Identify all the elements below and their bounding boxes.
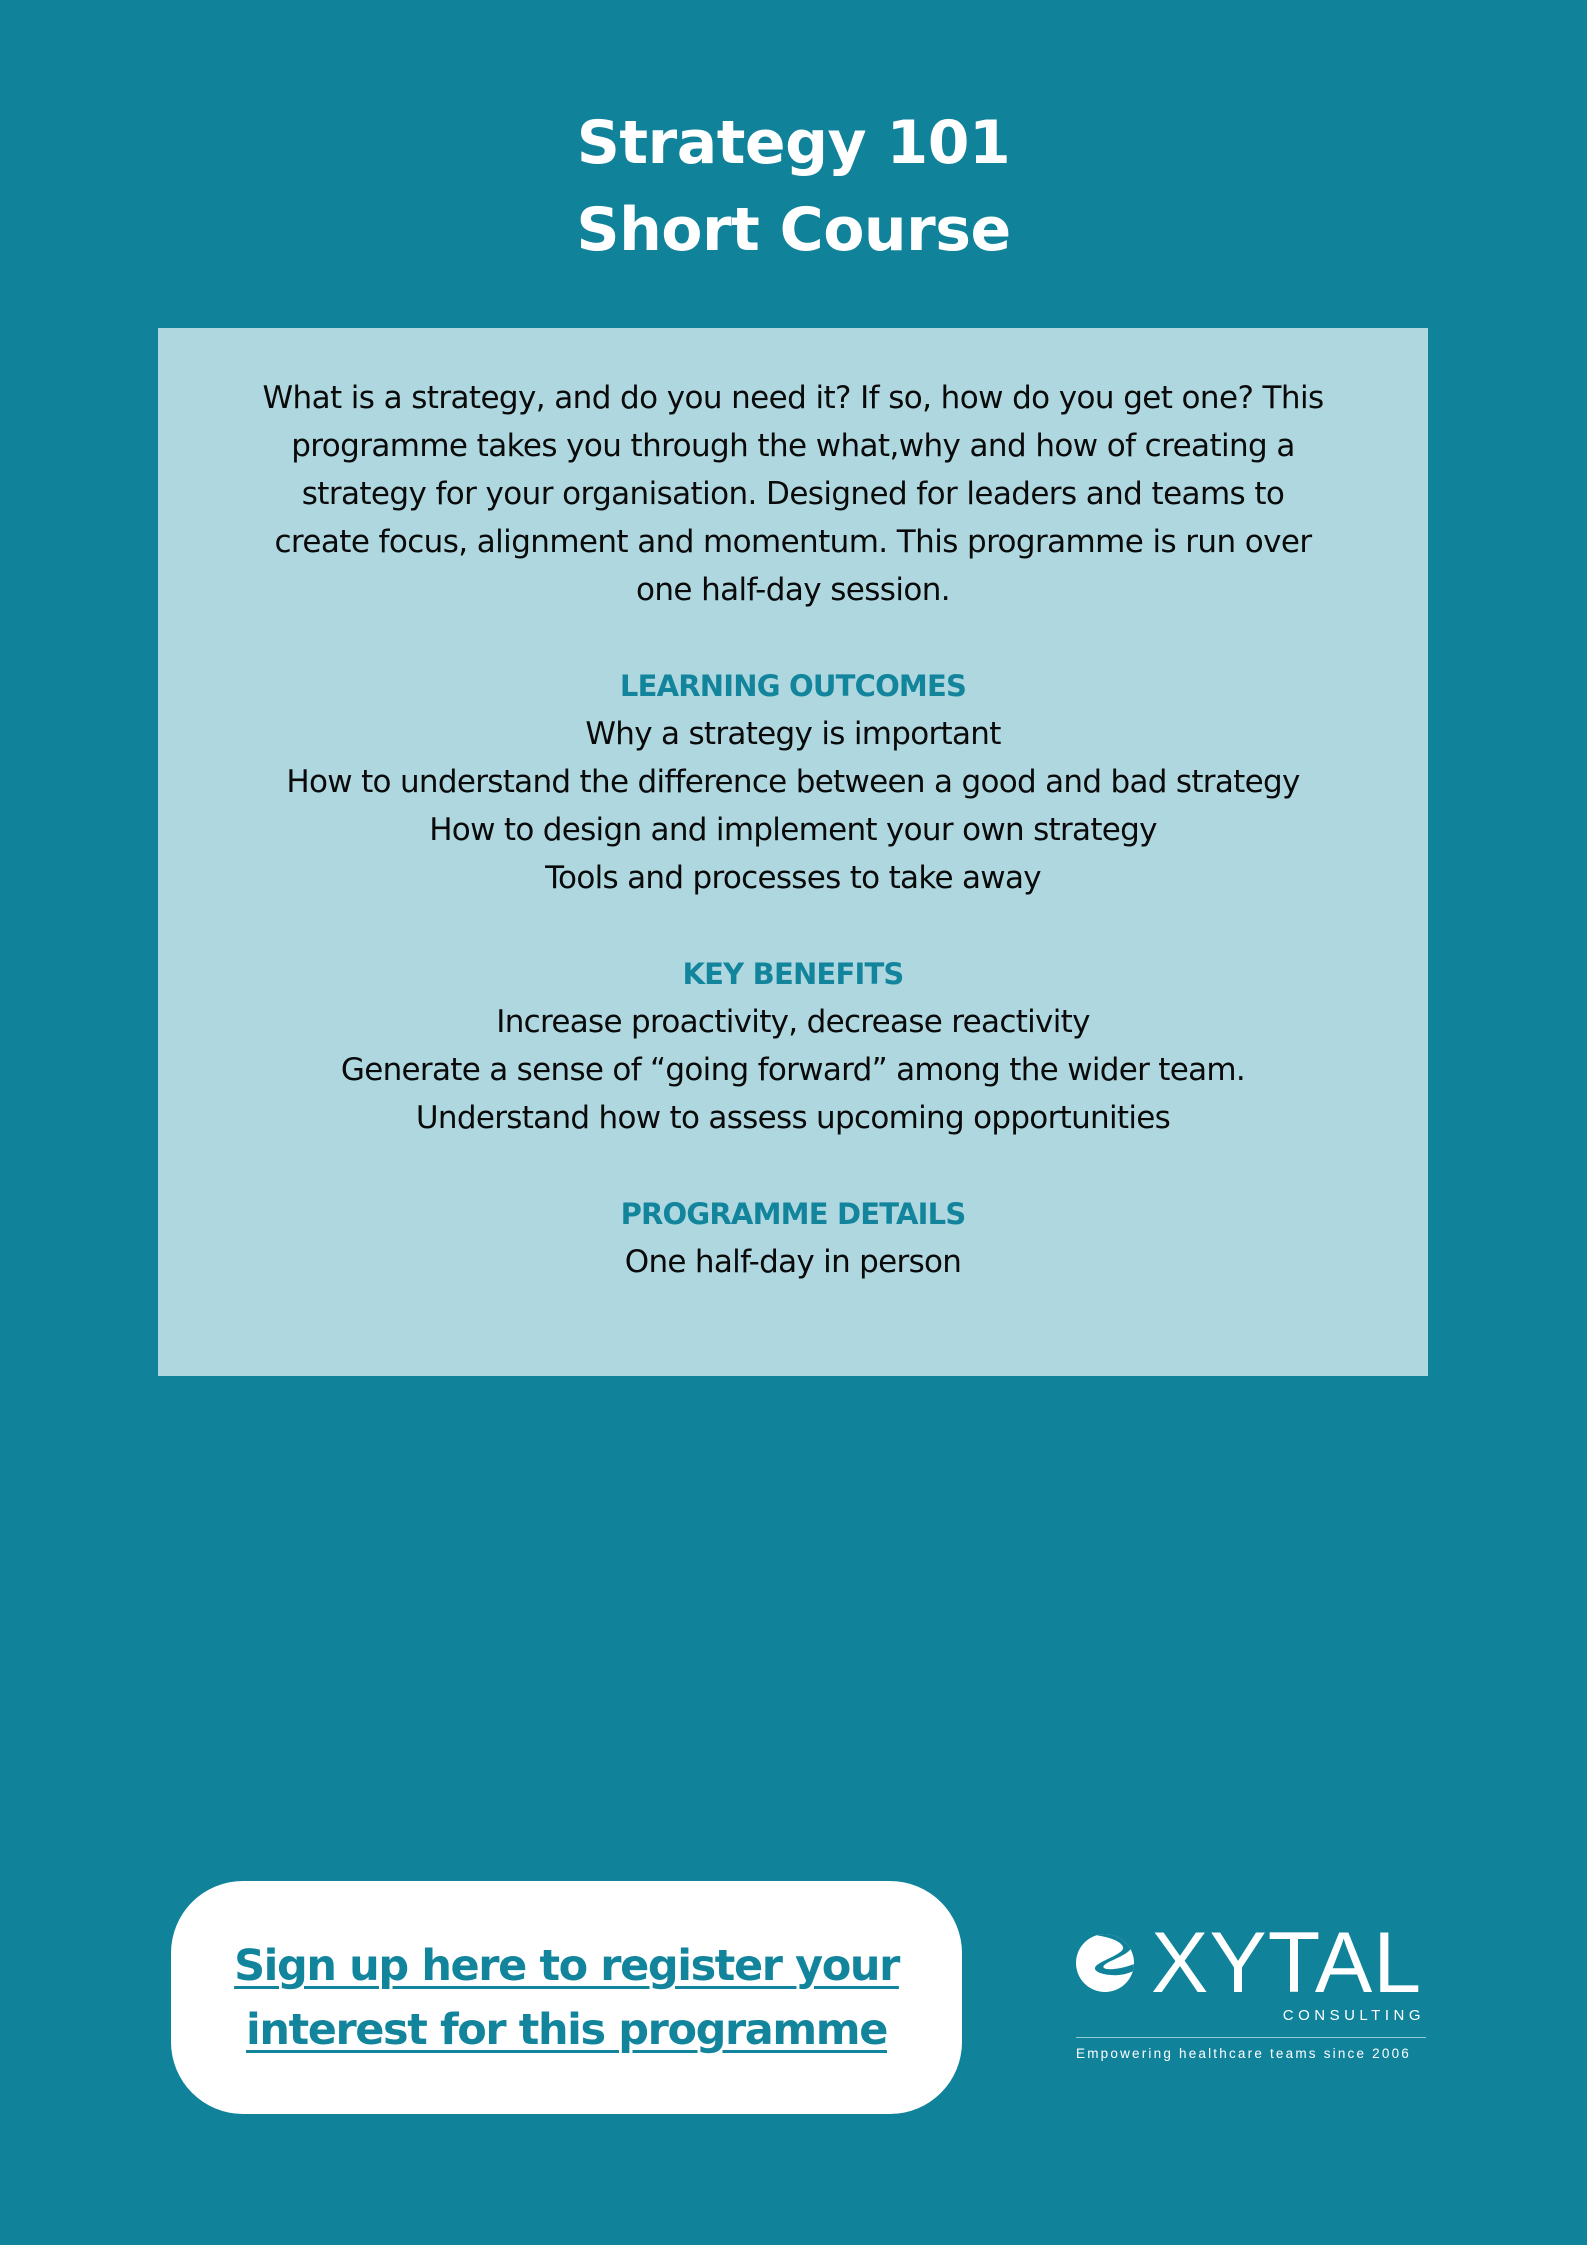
intro-line: What is a strategy, and do you need it? If so, how do you get one? This bbox=[262, 380, 1324, 416]
list-item: Why a strategy is important bbox=[585, 716, 1001, 752]
logo-subtitle: CONSULTING bbox=[1282, 2007, 1425, 2024]
signup-link-line-2[interactable]: interest for this programme bbox=[246, 2004, 887, 2055]
logo-tagline: Empowering healthcare teams since 2006 bbox=[1076, 2046, 1411, 2061]
intro-line: programme takes you through the what,why and how of creating a bbox=[291, 428, 1295, 464]
list-item: How to design and implement your own strategy bbox=[429, 812, 1157, 848]
list-item: Increase proactivity, decrease reactivity bbox=[496, 1004, 1090, 1040]
section-heading: KEY BENEFITS bbox=[682, 957, 904, 991]
list-item: How to understand the difference between a good and bad strategy bbox=[286, 764, 1300, 800]
title-line-2: Short Course bbox=[576, 195, 1011, 265]
title-line-1: Strategy 101 bbox=[576, 108, 1011, 178]
section-heading: PROGRAMME DETAILS bbox=[620, 1197, 966, 1231]
programme-details-section bbox=[158, 1190, 1428, 1286]
course-info-panel bbox=[158, 328, 1428, 1376]
key-benefits-section bbox=[158, 950, 1428, 1142]
intro-line: one half-day session. bbox=[635, 572, 951, 608]
intro-paragraph bbox=[223, 374, 1363, 614]
list-item: Generate a sense of “going forward” among the wider team. bbox=[340, 1052, 1246, 1088]
list-item: One half-day in person bbox=[624, 1244, 962, 1280]
learning-outcomes-section bbox=[158, 662, 1428, 902]
list-item: Understand how to assess upcoming opportunities bbox=[415, 1100, 1171, 1136]
section-heading: LEARNING OUTCOMES bbox=[619, 669, 967, 703]
intro-line: strategy for your organisation. Designed for leaders and teams to bbox=[301, 476, 1285, 512]
signup-link-line-1[interactable]: Sign up here to register your bbox=[234, 1940, 899, 1991]
intro-line: create focus, alignment and momentum. This programme is run over bbox=[274, 524, 1312, 560]
logo-wordmark: XYTAL bbox=[1151, 1915, 1423, 2011]
list-item: Tools and processes to take away bbox=[545, 860, 1041, 896]
xytal-swirl-globe-icon bbox=[1075, 1933, 1135, 1993]
xytal-logo bbox=[1073, 1915, 1428, 2068]
signup-link-button[interactable] bbox=[171, 1881, 962, 2114]
logo-divider bbox=[1076, 2037, 1426, 2038]
page-title bbox=[0, 100, 1587, 274]
